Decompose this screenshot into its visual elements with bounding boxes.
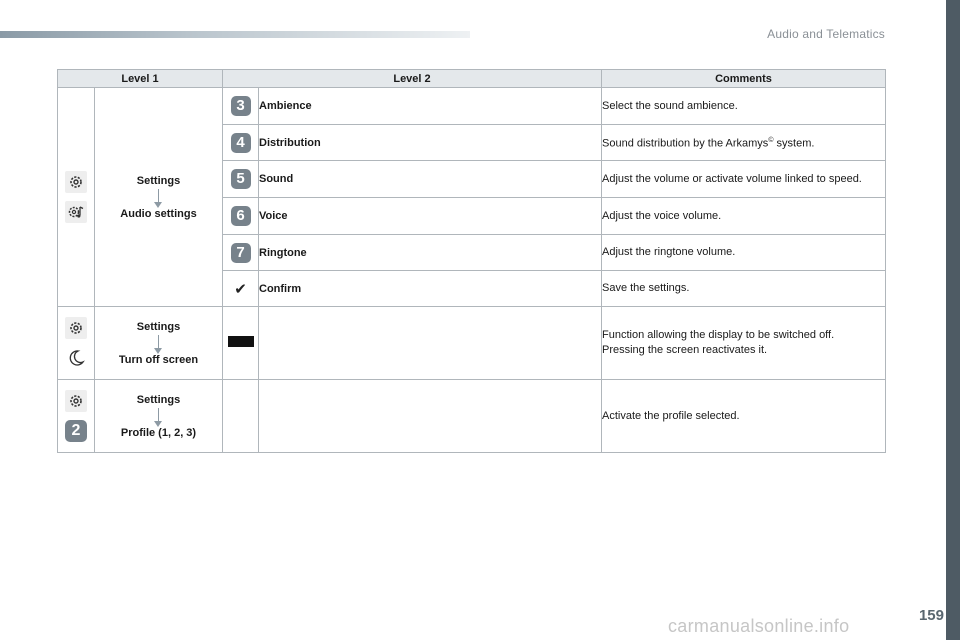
path-top: Settings <box>136 320 181 333</box>
step-badge: 3 <box>231 96 251 116</box>
table-row <box>58 380 886 453</box>
path-bottom: Audio settings <box>120 207 197 220</box>
level1-icons-audio <box>58 88 95 307</box>
watermark: carmanualsonline.info <box>668 616 850 636</box>
path-bottom: Turn off screen <box>118 353 199 366</box>
settings-menu-table <box>57 69 886 453</box>
table-header-row <box>58 70 886 88</box>
step-badge: 4 <box>231 133 251 153</box>
level1-path-screen <box>95 307 223 380</box>
audio-settings-icon <box>65 201 87 223</box>
path-bottom: Profile (1, 2, 3) <box>120 426 197 439</box>
comment: Sound distribution by the Arkamys© system. <box>602 125 886 161</box>
level1-icons-screen <box>58 307 95 380</box>
screen-off-icon <box>228 336 254 347</box>
comment: Adjust the volume or activate volume linked to speed. <box>602 161 886 198</box>
level2-label: Voice <box>259 198 602 235</box>
level2-label: Confirm <box>259 271 602 307</box>
comment: Function allowing the display to be switched off. Pressing the screen reactivates it. <box>602 307 886 380</box>
side-bar <box>946 0 960 640</box>
settings-gear-icon <box>65 317 87 339</box>
path-top: Settings <box>136 393 181 406</box>
level2-label: Sound <box>259 161 602 198</box>
profile-badge: 2 <box>65 420 87 442</box>
comment: Save the settings. <box>602 271 886 307</box>
header-rule <box>0 31 470 38</box>
comment: Adjust the ringtone volume. <box>602 235 886 271</box>
table-row <box>58 307 886 380</box>
comment: Activate the profile selected. <box>602 380 886 453</box>
settings-gear-icon <box>65 171 87 193</box>
level2-label: Ringtone <box>259 235 602 271</box>
moon-icon <box>65 347 87 369</box>
arrow-down-icon <box>158 408 159 422</box>
arrow-down-icon <box>158 189 159 203</box>
level2-label: Ambience <box>259 88 602 125</box>
check-icon: ✔ <box>234 280 247 298</box>
level2-label: Distribution <box>259 125 602 161</box>
step-badge: 6 <box>231 206 251 226</box>
comment: Adjust the voice volume. <box>602 198 886 235</box>
comment: Select the sound ambience. <box>602 88 886 125</box>
page-number: 159 <box>918 607 944 624</box>
step-badge: 5 <box>231 169 251 189</box>
path-top: Settings <box>136 174 181 187</box>
arrow-down-icon <box>158 335 159 349</box>
column-header-level1: Level 1 <box>58 70 223 88</box>
column-header-level2: Level 2 <box>223 70 602 88</box>
table-row <box>58 88 886 125</box>
level1-icons-profile <box>58 380 95 453</box>
column-header-comments: Comments <box>602 70 886 88</box>
level1-path-profile <box>95 380 223 453</box>
step-badge: 7 <box>231 243 251 263</box>
settings-gear-icon <box>65 390 87 412</box>
section-title: Audio and Telematics <box>767 27 885 41</box>
level1-path-audio <box>95 88 223 307</box>
